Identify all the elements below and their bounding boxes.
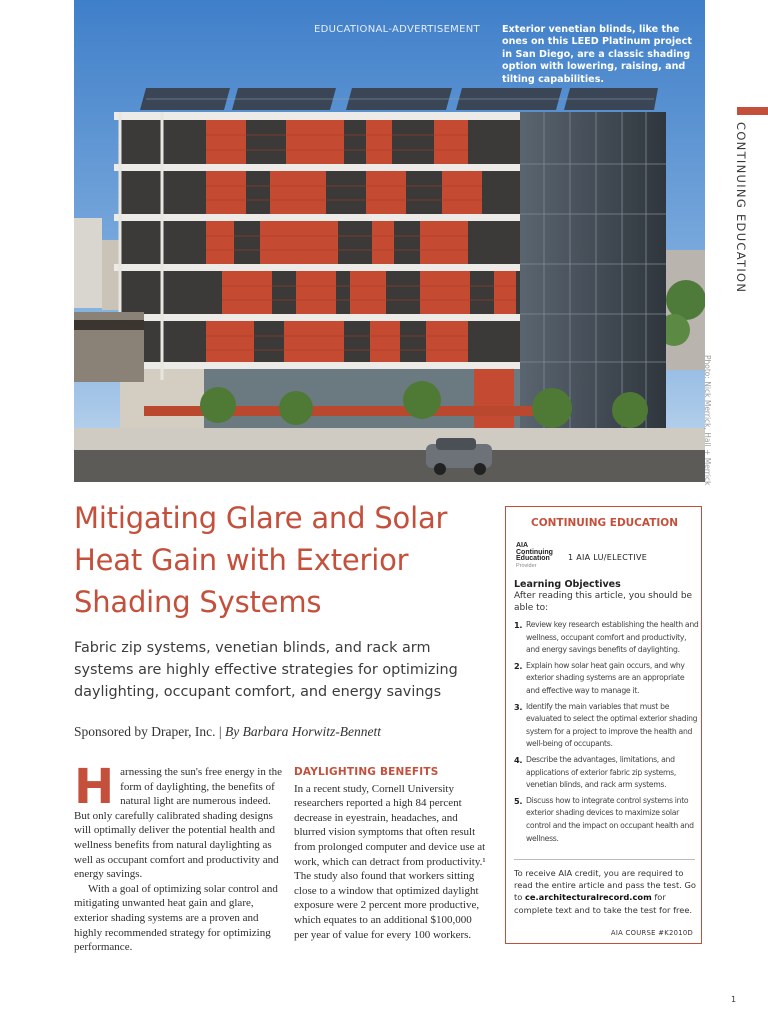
objective-number: 4.	[514, 754, 523, 765]
continuing-education-box	[505, 506, 702, 944]
ce-note-text: for complete text and to take the test for free.	[514, 892, 693, 915]
objective-item	[514, 660, 699, 698]
sponsor: Sponsored by Draper, Inc. |	[74, 724, 225, 739]
logo-sub: Provider	[516, 562, 537, 569]
body-column-1	[74, 759, 284, 955]
objective-text: Describe the advantages, limitations, and applications of exterior fabric zip systems, venetian blinds, and rack arm systems.	[526, 754, 676, 790]
photo-credit-text: Photo: Nick Merrick, Hall + Merrick	[703, 355, 712, 486]
objective-item	[514, 795, 699, 845]
paragraph-1: arnessing the sun's free energy in the form of daylighting, the benefits of natural light are numerous indeed. But only carefully calibrated shading designs will optimally deliver the potential health and wellness benefits from natural daylighting as well as occupant comfort and productivity and energy savings.	[74, 766, 283, 881]
logo-line: AIA	[516, 542, 529, 549]
author: By Barbara Horwitz-Bennett	[225, 724, 381, 739]
logo-line: Continuing	[516, 548, 553, 556]
byline	[74, 724, 494, 740]
objective-number: 2.	[514, 660, 523, 671]
objective-text: Identify the main variables that must be evaluated to select the optimal exterior shading system for a project to improve the health and well-being of occupants.	[526, 701, 698, 749]
photo-credit	[700, 355, 712, 485]
body-column-2	[294, 765, 486, 942]
objectives-list	[514, 619, 699, 848]
objective-item	[514, 754, 699, 792]
drop-cap: H	[74, 759, 115, 815]
objective-text: Review key research establishing the health and wellness, occupant comfort and productivity, and energy savings benefits of daylighting.	[526, 620, 699, 655]
objective-number: 3.	[514, 701, 523, 712]
ce-box-title: CONTINUING EDUCATION	[531, 517, 678, 529]
aia-provider-logo	[516, 543, 564, 571]
objective-item	[514, 619, 699, 657]
objective-number: 1.	[514, 620, 523, 630]
ce-note	[514, 867, 699, 916]
objective-text: Explain how solar heat gain occurs, and why exterior shading systems are an appropriate and effective way to manage it.	[526, 660, 685, 695]
section-tab-bar	[737, 107, 768, 115]
photo-caption: Exterior venetian blinds, like the ones on this LEED Platinum project in San Diego, are a classic shading option with lowering, raising, and tilting capabilities.	[502, 24, 692, 85]
page-number: 1	[731, 995, 737, 1004]
logo-line: Education	[516, 555, 550, 562]
section-tab	[734, 122, 748, 302]
hero-photo	[74, 0, 705, 482]
course-number: AIA COURSE #K2010D	[610, 929, 693, 937]
section-subhead: DAYLIGHTING BENEFITS	[294, 766, 439, 778]
objectives-intro: After reading this article, you should be able to:	[514, 591, 693, 613]
ce-note-text: To receive AIA credit, you are required to read the entire article and pass the test. Go to	[514, 868, 696, 903]
divider	[514, 859, 695, 860]
photo-tag: EDUCATIONAL-ADVERTISEMENT	[314, 24, 480, 35]
ce-link[interactable]: ce.architecturalrecord.com	[524, 892, 652, 903]
paragraph-2: With a goal of optimizing solar control and mitigating unwanted heat gain and glare, exterior shading systems are a proven and highly recommended strategy for optimizing performance.	[74, 882, 278, 954]
aia-credit: 1 AIA LU/ELECTIVE	[568, 553, 648, 562]
article-dek: Fabric zip systems, venetian blinds, and rack arm systems are highly effective strategies for optimizing daylighting, occupant comfort, and energy savings	[74, 640, 458, 700]
section-tab-label: CONTINUING EDUCATION	[734, 122, 748, 294]
objectives-title: Learning Objectives	[514, 579, 621, 590]
objective-number: 5.	[514, 795, 523, 806]
paragraph-3: In a recent study, Cornell University researchers reported a high 84 percent decrease in eyestrain, headaches, and blurred vision symptoms that often result from prolonged computer and device use at work, which can detract from productivity.¹ The study also found that workers sitting close to a window that optimized daylight exposure were 2 percent more productive, which equates to an additional $100,000 per year of value for every 100 workers.	[294, 782, 486, 941]
article-headline: Mitigating Glare and Solar Heat Gain with Exterior Shading Systems	[74, 501, 448, 619]
objective-item	[514, 701, 699, 751]
objective-text: Discuss how to integrate control systems into exterior shading devices to maximize solar control and the impact on occupant health and wellness.	[526, 795, 694, 843]
